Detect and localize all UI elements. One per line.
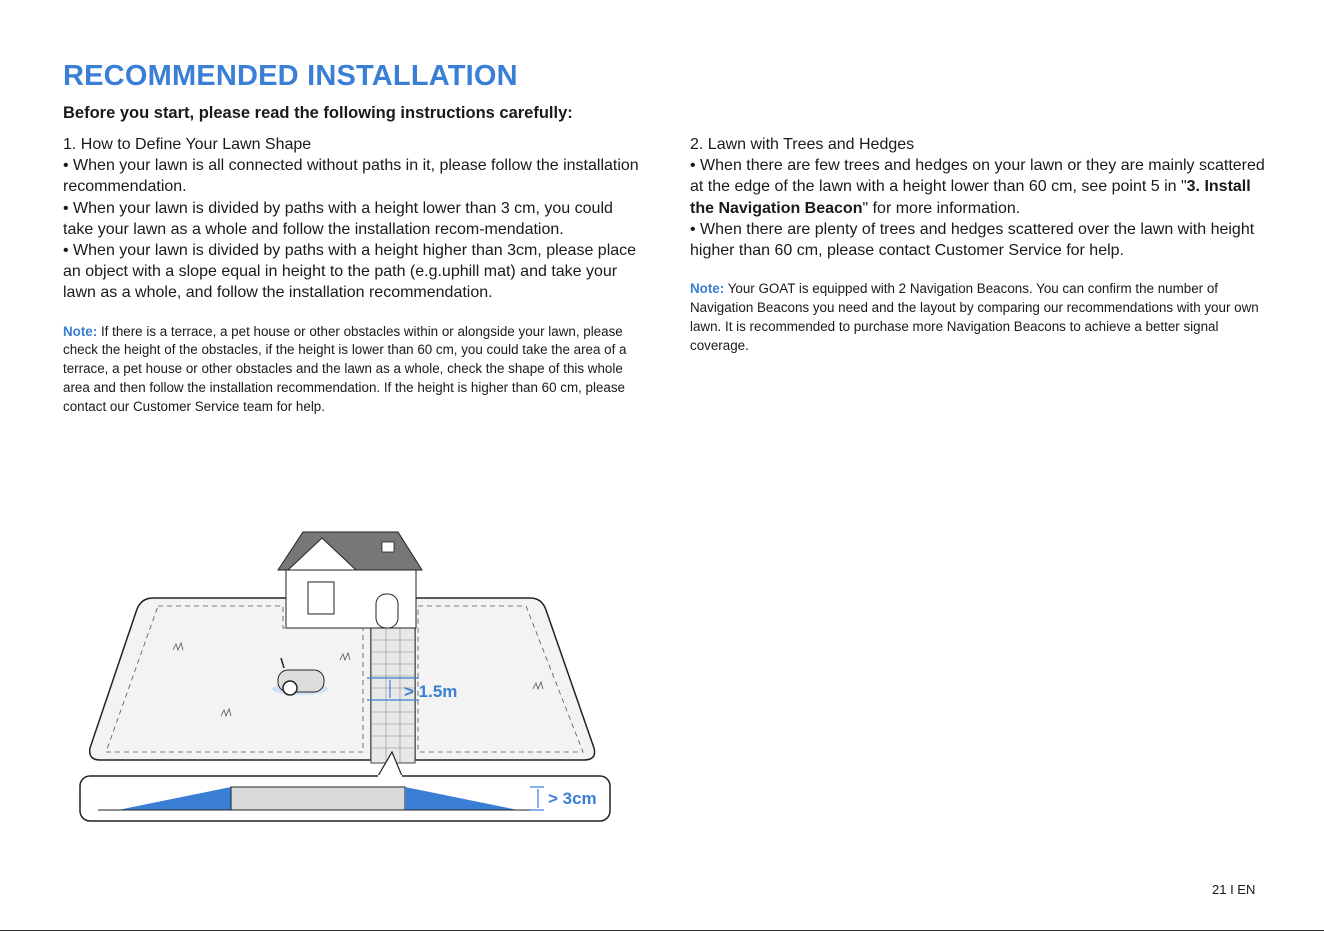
right-column (690, 134, 1270, 355)
bottom-divider (0, 930, 1324, 931)
bullet-bold-reference: 3. Install the Navigation Beacon (690, 178, 1251, 217)
page-title: RECOMMENDED INSTALLATION (63, 60, 518, 92)
bullet-text: " for more information. (862, 199, 1021, 217)
note-obstacles (63, 323, 643, 417)
bullet-item: • When your lawn is all connected without paths in it, please follow the installation recommendation. (63, 157, 639, 196)
note-beacons (690, 280, 1270, 355)
note-text: Your GOAT is equipped with 2 Navigation Beacons. You can confirm the number of Navigation Beacons you need and the layout by comparing our recommendations with your own lawn. It is recommended to purchase more Navigation Beacons to achieve a better signal coverage. (690, 281, 1259, 353)
bullet-item (690, 155, 1270, 219)
bullet-item: • When your lawn is divided by paths with a height higher than 3cm, please place an object with a slope equal in height to the path (e.g.uphill mat) and take your lawn as a whole, and follow the installation recommendation. (63, 242, 637, 302)
note-label: Note: (690, 281, 725, 297)
house-window (308, 582, 334, 614)
bullet-item: • When your lawn is divided by paths with a height lower than 3 cm, you could take your lawn as a whole and follow the installation recom-mendation. (63, 199, 613, 238)
section-heading: 2. Lawn with Trees and Hedges (690, 136, 915, 153)
path-width-label: > 1.5m (404, 682, 458, 701)
section-heading: 1. How to Define Your Lawn Shape (63, 136, 312, 153)
house-small-window (382, 542, 394, 552)
path-section (231, 787, 405, 810)
page-subtitle: Before you start, please read the following instructions carefully: (63, 104, 573, 122)
page-number: 21 I EN (1212, 882, 1256, 897)
bullet-text: • When there are few trees and hedges on your lawn or they are mainly scattered at the edge of the lawn with a height lower than 60 cm, see point 5 in " (690, 157, 1265, 196)
lawn-path-diagram (78, 528, 618, 828)
note-label: Note: (63, 323, 98, 339)
section-trees-hedges (690, 134, 1270, 261)
house-door (376, 594, 398, 628)
section-lawn-shape (63, 134, 643, 304)
note-text: If there is a terrace, a pet house or other obstacles within or alongside your lawn, please check the height of the obstacles, if the height is lower than 60 cm, you could take the area of a terrace, a pet house or other obstacles and the lawn as a whole, check the shape of this whole area and then follow the installation recommendation. If the height is higher than 60 cm, please contact our Customer Service team for help. (63, 323, 627, 414)
lawn-outline-right (415, 598, 595, 760)
height-label: > 3cm (548, 789, 597, 808)
left-column (63, 134, 643, 417)
bullet-item: • When there are plenty of trees and hedges scattered over the lawn with height higher than 60 cm, please contact Customer Service for help. (690, 220, 1255, 260)
